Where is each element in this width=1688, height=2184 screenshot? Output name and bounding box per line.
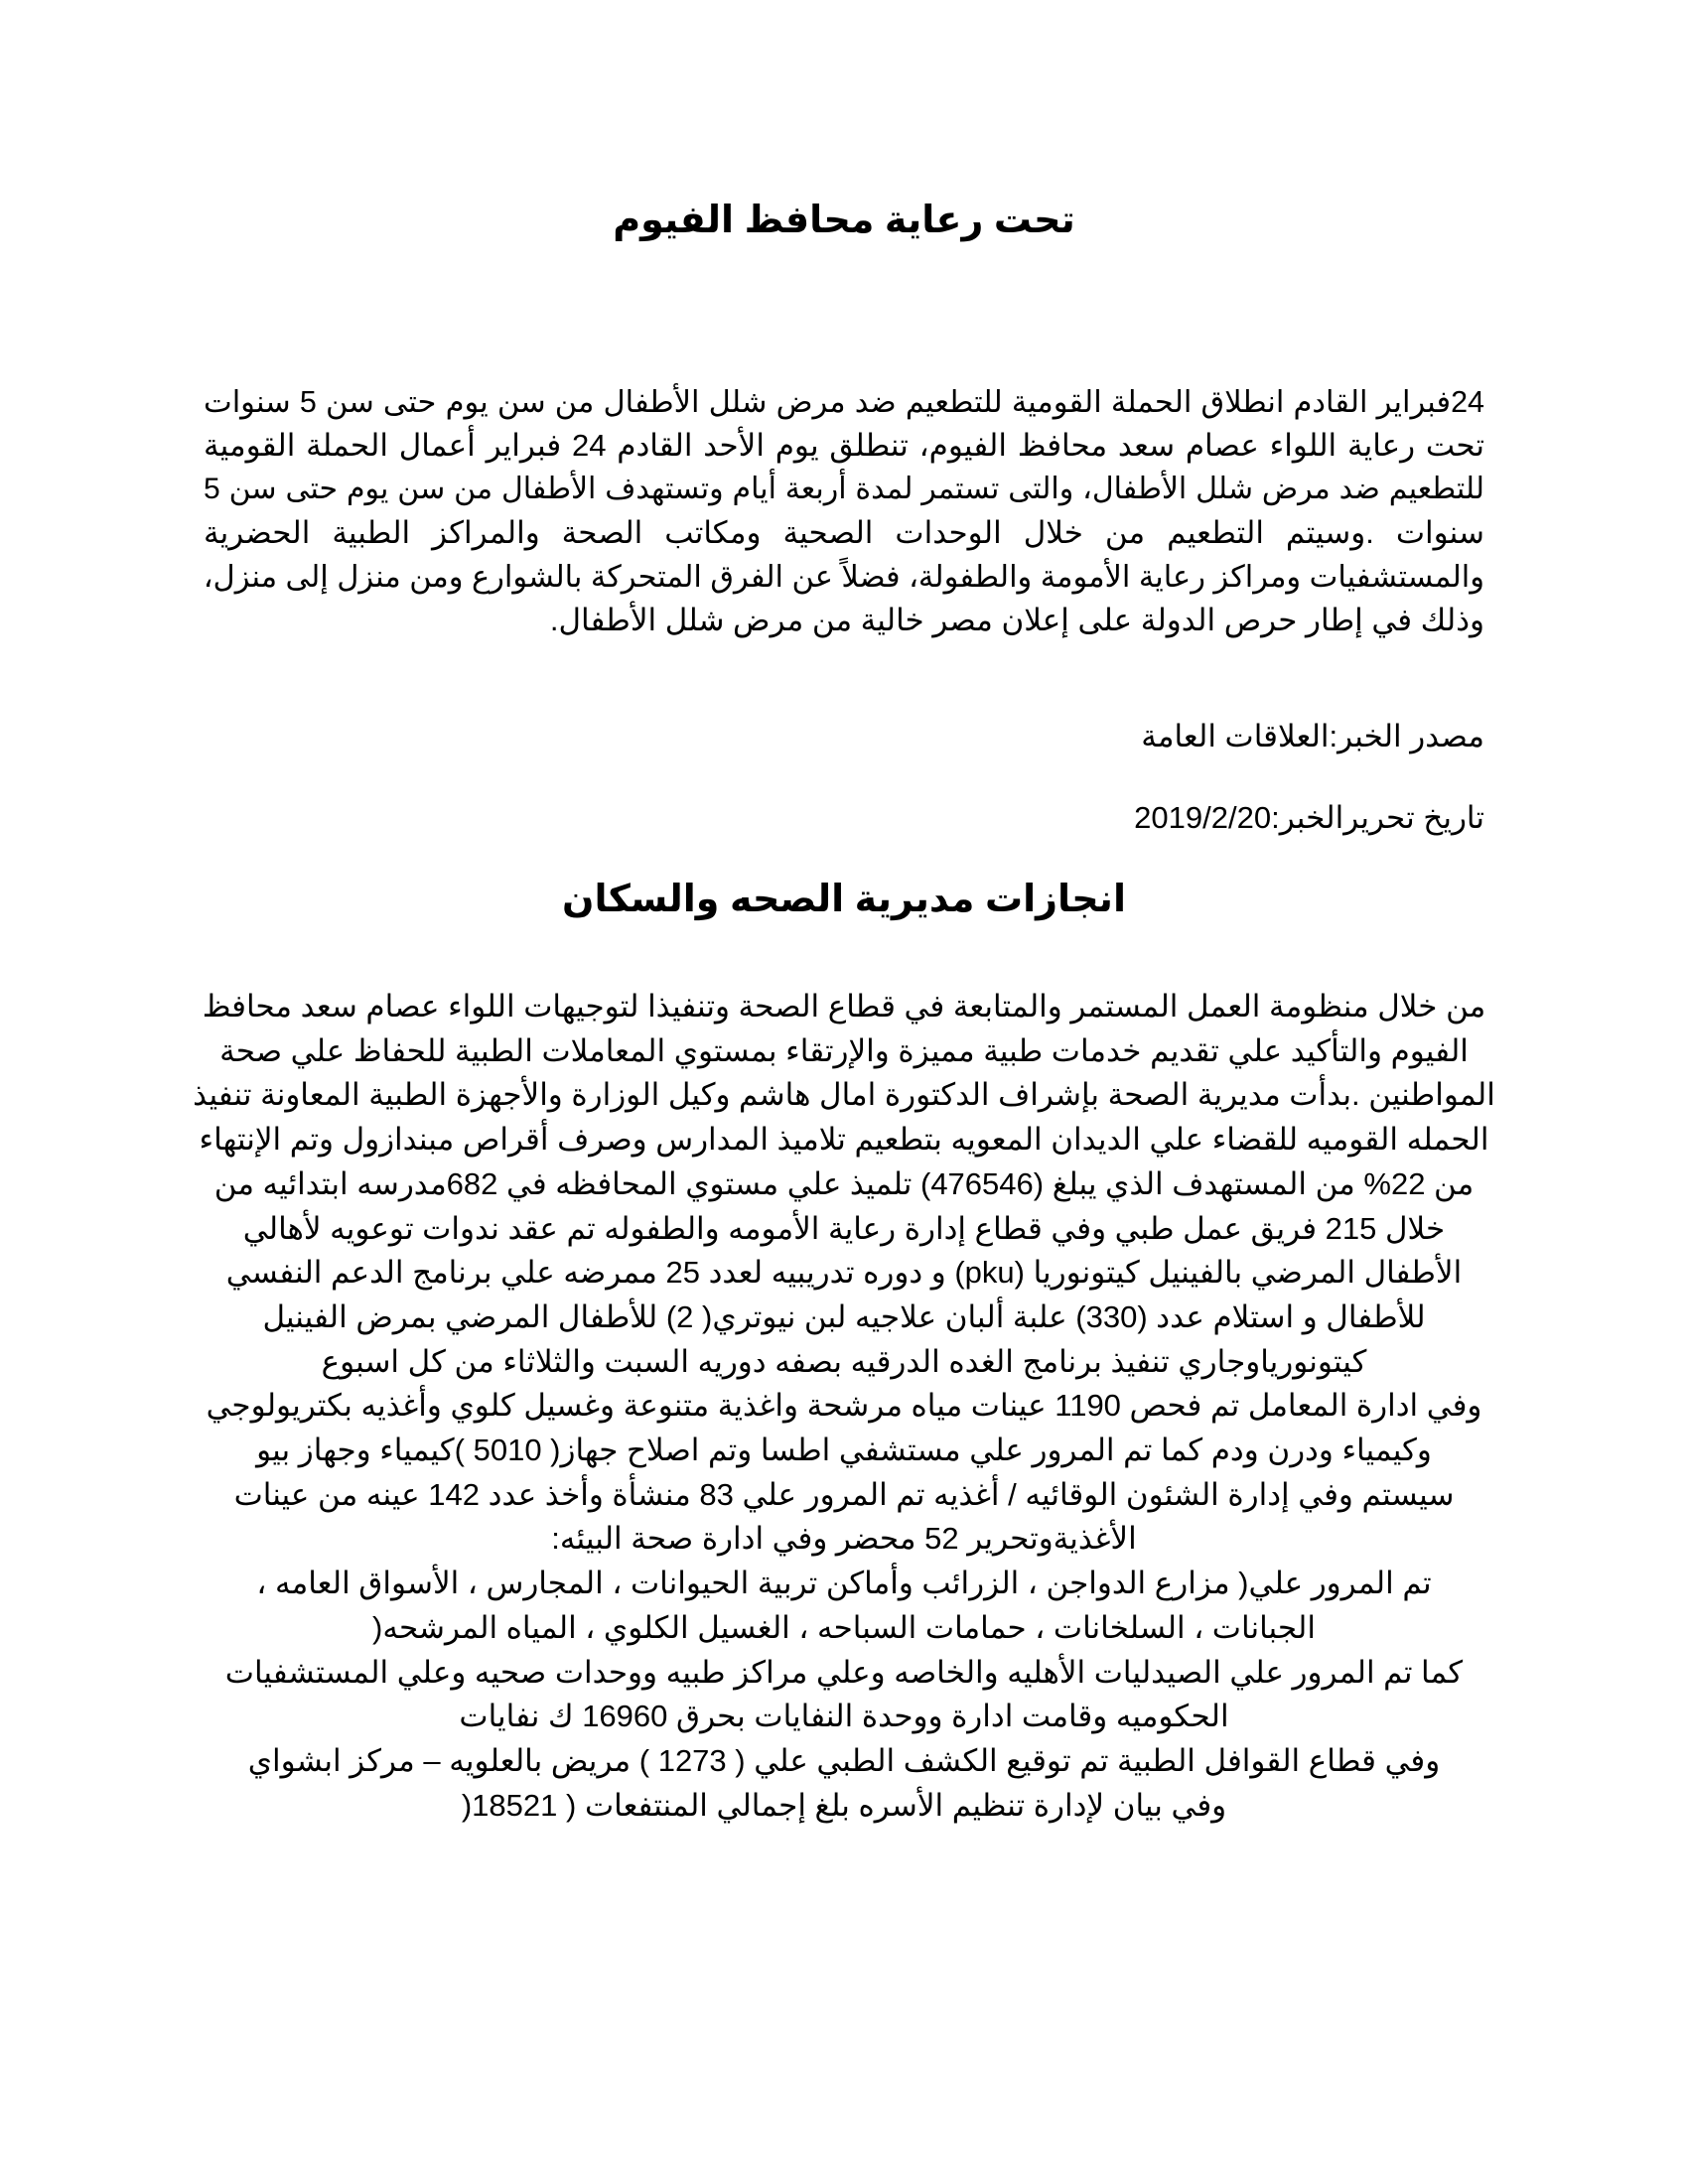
achievements-line: من 22% من المستهدف الذي يبلغ (476546) تلميذ علي مستوي المحافظه في 682مدرسه ابتدائيه من: [213, 1165, 1475, 1201]
achievements-line: وفي قطاع القوافل الطبية تم توقيع الكشف الطبي علي ( 1273 ) مريض بالعلويه – مركز ابشواي: [247, 1742, 1441, 1778]
news-body-line: للتطعيم ضد مرض شلل الأطفال، والتى تستمر لمدة أربعة أيام وتستهدف الأطفال من سن يوم حتى سن 5: [204, 473, 1484, 505]
achievements-line: كما تم المرور علي الصيدليات الأهليه والخاصه وعلي مراكز طبيه ووحدات صحيه وعلي المستشفيات: [224, 1654, 1464, 1690]
news-body: [204, 380, 1484, 642]
achievements-body: [189, 985, 1499, 1828]
news-title: تحت رعاية محافظ الفيوم: [613, 200, 1075, 241]
achievements-line: الأغذيةوتحرير 52 محضر وفي ادارة صحة البيئه:: [551, 1521, 1137, 1557]
achievements-line: الجبانات ، السلخانات ، حمامات السباحه ، الغسيل الكلوي ، المياه المرشحه(: [372, 1609, 1316, 1645]
achievements-line: خلال 215 فريق عمل طبي وفي قطاع إدارة رعاية الأمومه والطفوله تم عقد ندوات توعويه لأهالي: [242, 1210, 1446, 1246]
achievements-line: وفي ادارة المعامل تم فحص 1190 عينات مياه مرشحة واغذية متنوعة وغسيل كلوي وأغذيه بكتريولوجي: [206, 1388, 1482, 1424]
achievements-line: تم المرور علي( مزارع الدواجن ، الزرائب وأماكن تربية الحيوانات ، المجارس ، الأسواق العامه ،: [256, 1566, 1432, 1601]
achievements-line: الأطفال المرضي بالفينيل كيتونوريا (pku) و دوره تدريبيه لعدد 25 ممرضه علي برنامج الدعم النفسي: [225, 1255, 1463, 1291]
achievements-line: الحمله القوميه للقضاء علي الديدان المعويه بتطعيم تلاميذ المدارس وصرف أقراص مبندازول وتم الإنتهاء: [199, 1122, 1489, 1158]
achievements-line: وفي بيان لإدارة تنظيم الأسره بلغ إجمالي المنتفعات ( 18521(: [461, 1787, 1227, 1823]
achievements-line: للأطفال و استلام عدد (330) علبة ألبان علاجيه لبن نيوتري( 2) للأطفال المرضي بمرض الفينيل: [262, 1298, 1426, 1334]
achievements-line: الحكوميه وقامت ادارة ووحدة النفايات بحرق 16960 ك نفايات: [459, 1699, 1229, 1734]
news-body-line: تحت رعاية اللواء عصام سعد محافظ الفيوم، تنطلق يوم الأحد القادم 24 فبراير أعمال الحملة القومية: [204, 428, 1484, 463]
achievements-line: وكيمياء ودرن ودم كما تم المرور علي مستشفي اطسا وتم اصلاح جهاز( 5010 )كيمياء وجهاز بيو: [256, 1433, 1432, 1468]
news-body-line: والمستشفيات ومراكز رعاية الأمومة والطفولة، فضلاً عن الفرق المتحركة بالشوارع ومن منزل إلى منزل،: [203, 560, 1484, 594]
news-body-line: 24فبراير القادم انطلاق الحملة القومية للتطعيم ضد مرض شلل الأطفال من سن يوم حتى سن 5 سنوات: [204, 385, 1484, 419]
news-date: تاريخ تحريرالخبر:2019/2/20: [1134, 800, 1484, 835]
news-body-line: وذلك في إطار حرص الدولة على إعلان مصر خالية من مرض شلل الأطفال.: [549, 603, 1484, 637]
news-body-line: سنوات .وسيتم التطعيم من خلال الوحدات الصحية ومكاتب الصحة والمراكز الطبية الحضرية: [204, 515, 1484, 550]
achievements-title: انجازات مديرية الصحه والسكان: [562, 879, 1126, 920]
achievements-line: كيتونورياوجاري تنفيذ برنامج الغده الدرقيه بصفه دوريه السبت والثلاثاء من كل اسبوع: [321, 1343, 1367, 1379]
achievements-line: المواطنين .بدأت مديرية الصحة بإشراف الدكتورة امال هاشم وكيل الوزارة والأجهزة الطبية المعاونة تنفيذ: [193, 1077, 1495, 1113]
achievements-line: من خلال منظومة العمل المستمر والمتابعة في قطاع الصحة وتنفيذا لتوجيهات اللواء عصام سعد محافظ: [202, 989, 1486, 1024]
achievements-line: الفيوم والتأكيد علي تقديم خدمات طبية مميزة والإرتقاء بمستوي المعاملات الطبية للحفاظ علي صحة: [219, 1032, 1469, 1068]
news-source: مصدر الخبر:العلاقات العامة: [1141, 719, 1484, 753]
achievements-line: سيستم وفي إدارة الشئون الوقائيه / أغذيه تم المرور علي 83 منشأة وأخذ عدد 142 عينه من عينات: [233, 1476, 1455, 1512]
